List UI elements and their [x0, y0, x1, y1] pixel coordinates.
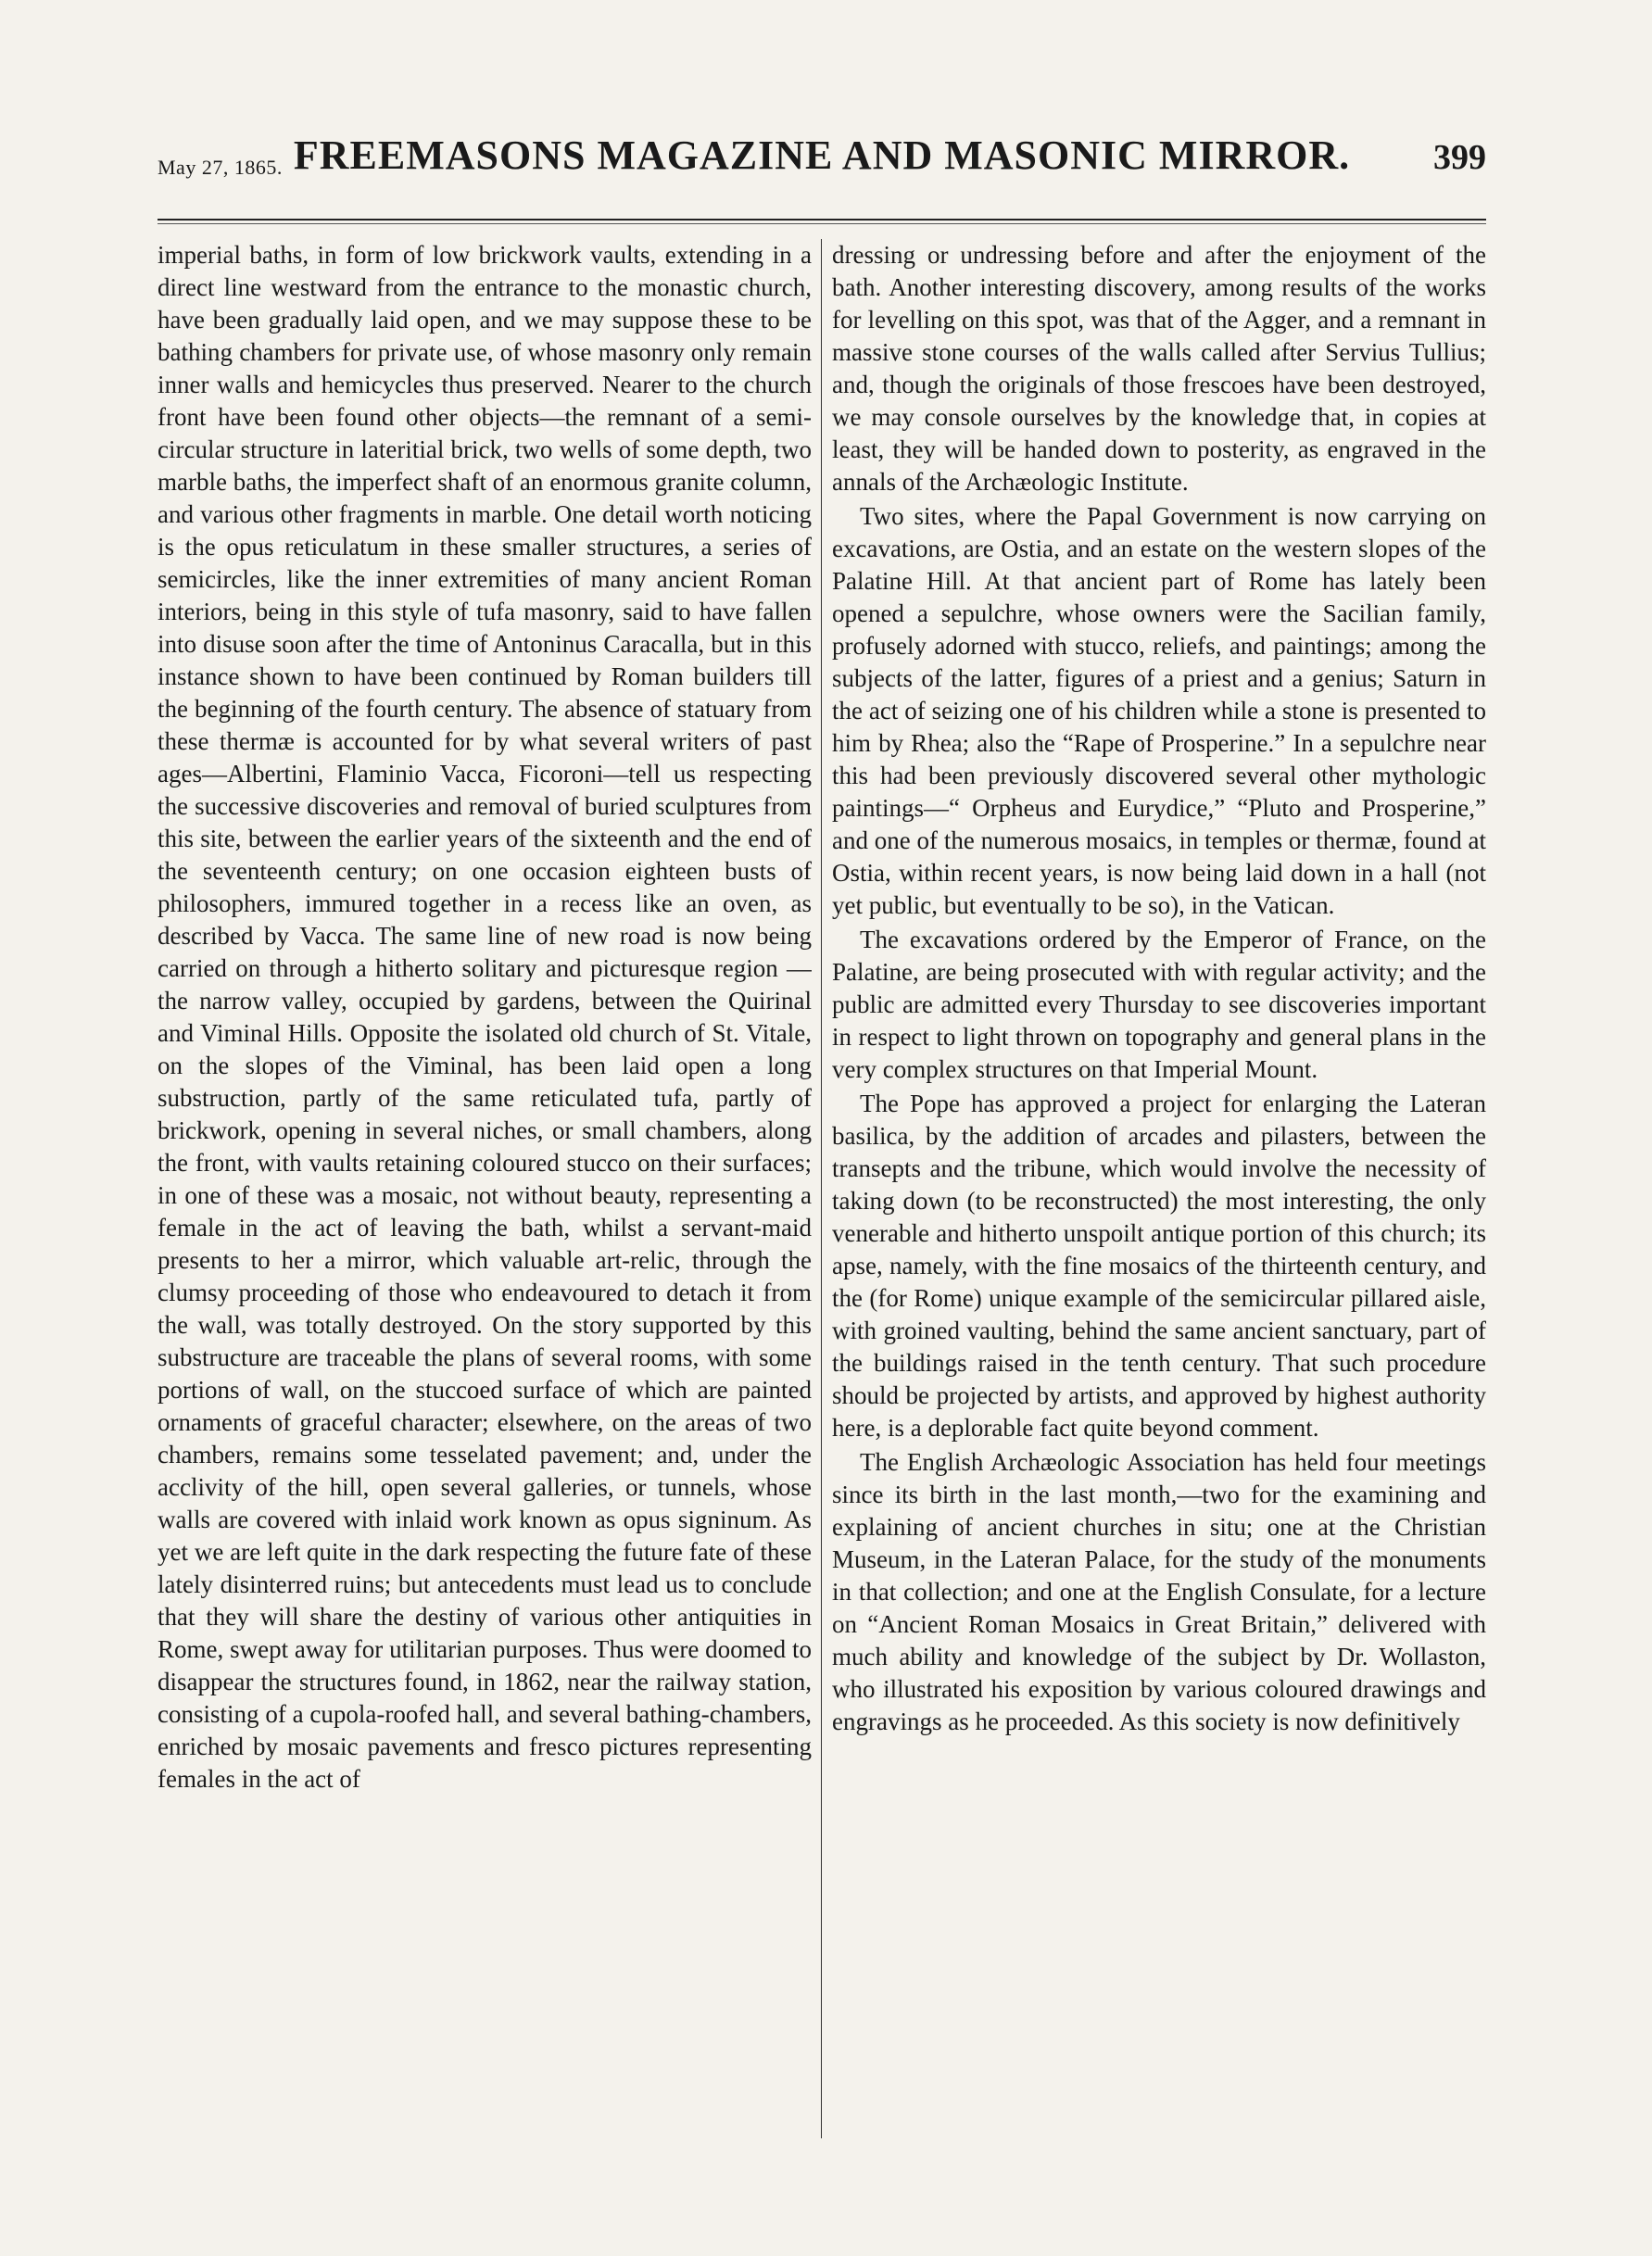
header-rule	[158, 219, 1486, 221]
header-rule-thin	[158, 223, 1486, 224]
paragraph: The excavations ordered by the Emperor of France, on the Palatine, are being prosecuted with with regular activity; and the public are admitted every Thursday to see discoveries important in respect to light thrown on topography and general plans in the very complex structures on that Imperial Mount.	[832, 926, 1486, 1083]
right-column	[832, 239, 1486, 2138]
paragraph: The Pope has approved a project for enlarging the Lateran basilica, by the addition of arcades and pilasters, between the transepts and the tribune, which would involve the necessity of taking down (to be reconstructed) the most interesting, the only venerable and hitherto unspoilt antique portion of this church; its apse, namely, with the fine mosaics of the thirteenth century, and the (for Rome) unique example of the semicircular pillared aisle, with groined vaulting, behind the same ancient sanctuary, part of the buildings raised in the tenth century. That such procedure should be projected by artists, and approved by highest authority here, is a deplorable fact quite beyond comment.	[832, 1090, 1486, 1442]
page-header	[158, 132, 1486, 206]
issue-date: May 27, 1865.	[158, 156, 283, 179]
paragraph: The English Archæologic Association has held four meetings since its birth in the last month,—two for the examining and explaining of ancient churches in situ; one at the Christian Museum, in the Lateran Palace, for the study of the monuments in that collection; and one at the English Consulate, for a lecture on “Ancient Roman Mosaics in Great Britain,” delivered with much ability and knowledge of the subject by Dr. Wollaston, who illustrated his exposition by various coloured drawings and engravings as he proceeded. As this society is now definitively	[832, 1448, 1486, 1735]
paragraph: dressing or undressing before and after the enjoyment of the bath. Another interesting discovery, among results of the works for levelling on this spot, was that of the Agger, and a remnant in massive stone courses of the walls called after Servius Tullius; and, though the originals of those frescoes have been destroyed, we may console ourselves by the knowledge that, in copies at least, they will be handed down to posterity, as engraved in the annals of the Archæologic Institute.	[832, 241, 1486, 496]
column-divider	[821, 239, 822, 2138]
paragraph: Two sites, where the Papal Government is now carrying on excavations, are Ostia, and an estate on the western slopes of the Palatine Hill. At that ancient part of Rome has lately been opened a sepulchre, whose owners were the Sacilian family, profusely adorned with stucco, reliefs, and paintings; among the subjects of the latter, figures of a priest and a genius; Saturn in the act of seizing one of his children while a stone is presented to him by Rhea; also the “Rape of Prosperine.” In a sepulchre near this had been previously discovered several other mythologic paintings—“ Orpheus and Eurydice,” “Pluto and Prosperine,” and one of the numerous mosaics, in temples or thermæ, found at Ostia, within recent years, is now being laid down in a hall (not yet public, but eventually to be so), in the Vatican.	[832, 502, 1486, 919]
left-column	[158, 239, 812, 2138]
paragraph: imperial baths, in form of low brickwork vaults, extending in a direct line westward from the entrance to the monastic church, have been gradually laid open, and we may suppose these to be bathing chambers for private use, of whose masonry only remain inner walls and hemicycles thus preserved. Nearer to the church front have been found other objects—the remnant of a semi-circular structure in lateritial brick, two wells of some depth, two marble baths, the imperfect shaft of an enormous granite column, and various other fragments in marble. One detail worth noticing is the opus reticulatum in these smaller structures, a series of semicircles, like the inner extremities of many ancient Roman interiors, being in this style of tufa masonry, said to have fallen into disuse soon after the time of Antoninus Caracalla, but in this instance shown to have been continued by Roman builders till the beginning of the fourth century. The absence of statuary from these thermæ is accounted for by what several writers of past ages—Albertini, Flaminio Vacca, Ficoroni—tell us respecting the successive discoveries and removal of buried sculptures from this site, between the earlier years of the sixteenth and the end of the seventeenth century; on one occasion eighteen busts of philosophers, immured together in a recess like an oven, as described by Vacca. The same line of new road is now being carried on through a hitherto solitary and picturesque region —the narrow valley, occupied by gardens, between the Quirinal and Viminal Hills. Opposite the isolated old church of St. Vitale, on the slopes of the Viminal, has been laid open a long substruction, partly of the same reticulated tufa, partly of brickwork, opening in several niches, or small chambers, along the front, with vaults retaining coloured stucco on their surfaces; in one of these was a mosaic, not without beauty, representing a female in the act of leaving the bath, whilst a servant-maid presents to her a mirror, which valuable art-relic, through the clumsy proceeding of those who endeavoured to detach it from the wall, was totally destroyed. On the story supported by this substructure are traceable the plans of several rooms, with some portions of wall, on the stuccoed surface of which are painted ornaments of graceful character; elsewhere, on the areas of two chambers, remains some tesselated pavement; and, under the acclivity of the hill, open several galleries, or tunnels, whose walls are covered with inlaid work known as opus signinum. As yet we are left quite in the dark respecting the future fate of these lately disinterred ruins; but antecedents must lead us to conclude that they will share the destiny of various other antiquities in Rome, swept away for utilitarian purposes. Thus were doomed to disappear the structures found, in 1862, near the railway station, consisting of a cupola-roofed hall, and several bathing-chambers, enriched by mosaic pavements and fresco pictures representing females in the act of	[158, 241, 812, 1793]
page-number: 399	[1433, 138, 1486, 177]
magazine-title: FREEMASONS MAGAZINE AND MASONIC MIRROR.	[293, 132, 1351, 178]
